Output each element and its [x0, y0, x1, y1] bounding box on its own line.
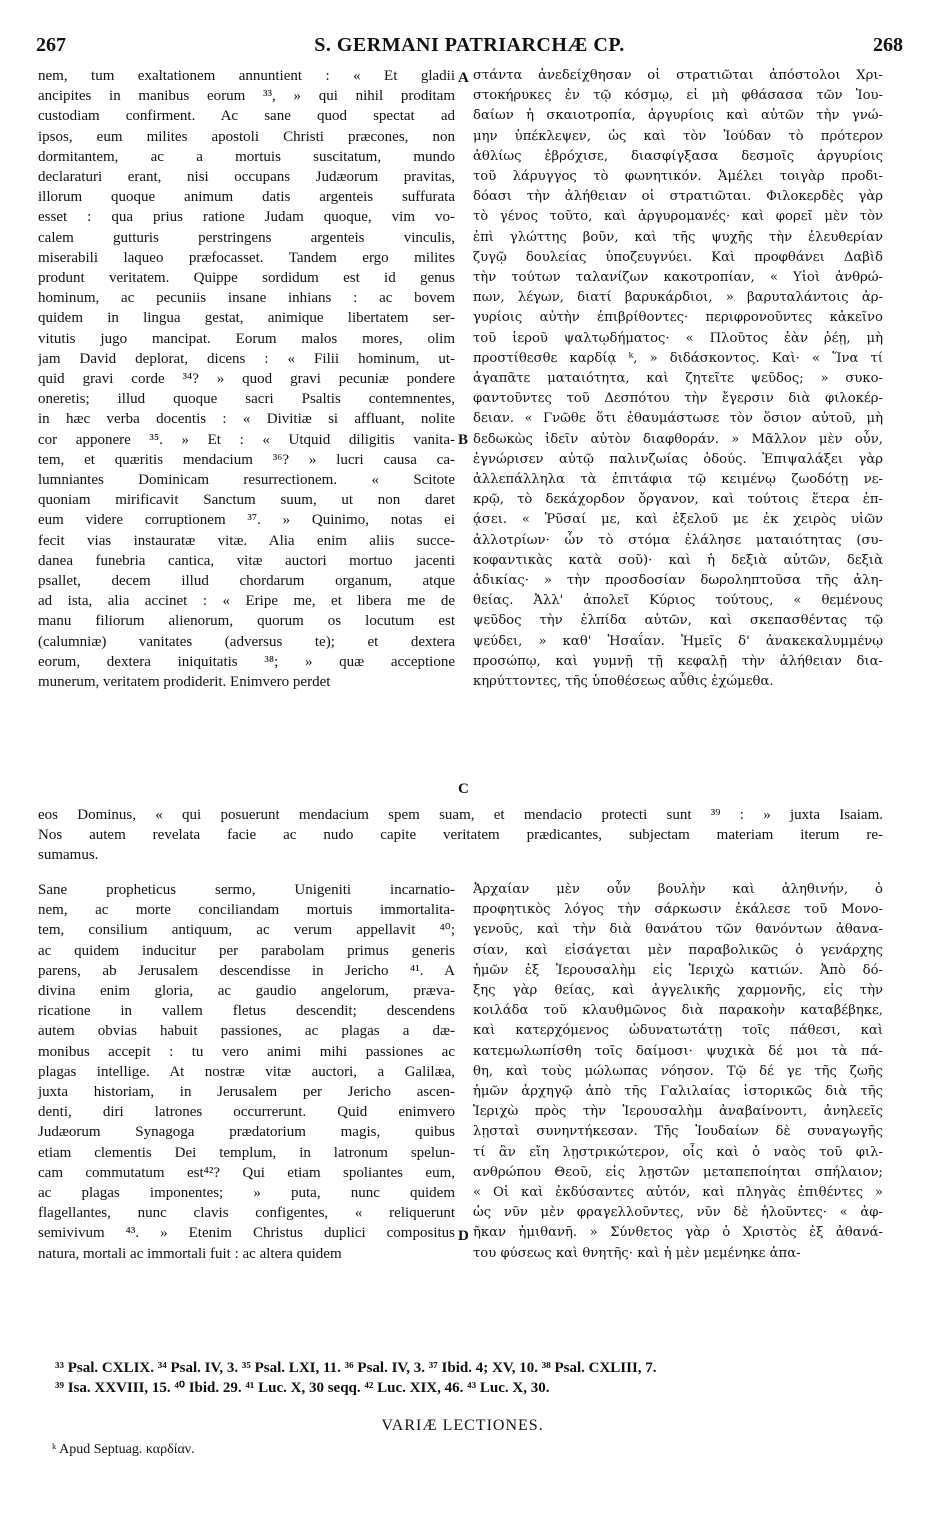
latin-column-bottom: [38, 880, 455, 1264]
margin-marker-b: B: [458, 432, 469, 448]
text-line: Judæorum Synagoga prædatorium magis, quibus: [38, 1124, 455, 1141]
text-line: ζυγῷ δουλείας ὑποζευγνύει. Καὶ προφθάνει Δαβὶδ: [473, 249, 883, 265]
margin-marker-c: C: [458, 781, 469, 797]
text-line: quoniam mirificavit Sanctum suum, ut non daret: [38, 492, 455, 509]
text-line: δόασι τὴν ἀλήθειαν οἱ στρατιῶται. Φιλοκερδὲς γὰρ: [473, 189, 883, 205]
text-line: cor apponere ³⁵. » Et : « Utquid diligitis vanita-: [38, 431, 455, 448]
text-line: θη, καὶ τοὺς μώλωπας νόησον. Τῷ δέ γε τῆς ζωῆς: [473, 1063, 883, 1079]
text-line: προφητικὸς λόγος τὴν σάρκωσιν ἐκάλεσε τοῦ Μονο-: [473, 902, 883, 918]
text-line: ἀδικίας· » τὴν προσδοσίαν δωροληπτοῦσα τῆς ἀλη-: [473, 573, 883, 589]
text-line: custodiam confirment. Ac sane quod spectat ad: [38, 108, 455, 125]
text-line: nem, ac morte conciliandam mortuis immortalita-: [38, 902, 455, 919]
text-line: ψεύδει, » καθ' Ἡσαΐαν. Ἡμεῖς δ' ἀνακεκαλυμμένῳ: [473, 633, 883, 649]
text-line: jam David deplorat, dicens : « Filii hominum, ut-: [38, 350, 455, 367]
text-line: hominum, ac pecuniis insane inhians : ac bovem: [38, 290, 455, 307]
text-line: divina enim gloria, ac gaudio angelorum, præva-: [38, 983, 455, 1000]
text-line: miserabili laqueo præfocasset. Tandem ergo milites: [38, 249, 455, 266]
text-line: καὶ κατερχόμενος ὠδυνατωτάτῃ τοῖς πάθεσι, καὶ: [473, 1023, 883, 1039]
text-line: γενοῦς, καὶ τὴν διὰ θανάτου τῶν θανόντων ἀθανα-: [473, 922, 883, 938]
text-line: προστίθεσθε καρδίᾳ ᵏ, » διδάσκοντος. Καὶ· « Ἵνα τί: [473, 350, 883, 366]
text-line: στοκήρυκες ἐν τῷ κόσμῳ, εἰ μὴ φθάσασα τῶν Ἰου-: [473, 88, 883, 104]
text-line: προσώπῳ, καὶ γυμνῇ τῇ κεφαλῇ τὴν ἀλήθειαν δια-: [473, 653, 883, 669]
text-line: φαντοῦντες τοῦ Δεσπότου τὴν ἔγερσιν διὰ φιλοκέρ-: [473, 391, 883, 407]
text-line: ξης γὰρ θείας, καὶ ἀγγελικῆς χαρμονῆς, εἰς τὴν: [473, 983, 883, 999]
text-line: manu filiorum alienorum, quorum os locutum est: [38, 613, 455, 630]
text-line: autem obvias habuit passiones, ac plagas a dæ-: [38, 1023, 455, 1040]
text-line: Nos autem revelata facie ac nudo capite veritatem prædicantes, subjectam materiam iterum re-: [38, 827, 883, 844]
text-line: κοφαντικὰς κατὰ σοῦ)· καὶ ἡ δεξιὰ αὐτῶν, δεξιὰ: [473, 552, 883, 568]
text-line: ἡμῶν ἀρχηγῷ ἀπὸ τῆς Γαλιλαίας ἱστορικῶς διὰ τῆς: [473, 1084, 883, 1100]
text-line: flagellantes, nunc clavis configentes, « reliquerunt: [38, 1205, 455, 1222]
text-line: quid gravi corde ³⁴? » quod gravi pecuniæ pondere: [38, 371, 455, 388]
text-line: ἀθλίως ἐβρόχισε, διασφίγξασα δεσμοῖς ἀργυρίοις: [473, 148, 883, 164]
text-line: vitutis jugo mancipat. Eorum malos mores, olim: [38, 330, 455, 347]
text-line: μην ὑπέκλεψεν, ὡς καὶ τὸν Ἰούδαν τὸ πρότερον: [473, 128, 883, 144]
text-line: ανθρώπου Θεοῦ, εἰς λῃστῶν μεταπεποίηται σπήλαιον;: [473, 1164, 883, 1180]
text-line: tem, et quæritis mendacium ³⁶? » lucri causa ca-: [38, 451, 455, 468]
greek-column-top: [473, 66, 883, 692]
text-line: ἀγαπᾶτε ματαιότητα, καὶ ζητεῖτε ψεῦδος; » συκο-: [473, 371, 883, 387]
variae-lectiones-heading: VARIÆ LECTIONES.: [381, 1417, 544, 1434]
text-line: produnt veritatem. Quippe sordidum est id genus: [38, 270, 455, 287]
text-line: (calumniæ) vanitates (adversus te); et dextera: [38, 633, 455, 650]
text-line: eos Dominus, « qui posuerunt mendacium spem suam, et mendacio protecti sunt ³⁹ : » juxta Isaiam.: [38, 807, 883, 823]
text-line: στάντα ἀνεδείχθησαν οἱ στρατιῶται ἀπόστολοι Χρι-: [473, 68, 883, 83]
text-line: juxta historiam, in Jerusalem per Jericho ascen-: [38, 1084, 455, 1101]
text-line: ac plagas imponentes; » puta, nunc quidem: [38, 1185, 455, 1202]
text-line: Ἱεριχὼ πρὸς τὴν Ἱερουσαλὴμ ἀναβαίνοντι, ἀνηλεεῖς: [473, 1104, 883, 1120]
text-line: tem, consilium antiquum, ac verum appellavit ⁴⁰;: [38, 922, 455, 939]
text-line: κηρύττοντες, τῆς ὑποθέσεως αὖθις ἐχώμεθα.: [473, 674, 774, 690]
text-line: plagas intellige. At nostræ vitæ auctori, a Galilæa,: [38, 1063, 455, 1080]
text-line: ³⁹ Isa. XXVIII, 15. ⁴⁰ Ibid. 29. ⁴¹ Luc. X, 30 seqq. ⁴² Luc. XIX, 46. ⁴³ Luc. X, 30.: [55, 1380, 550, 1396]
latin-full-width-passage: [38, 805, 883, 866]
text-line: nem, tum exaltationem annuntient : « Et gladii: [38, 68, 455, 84]
text-line: πων, λέγων, διατί βαρυκάρδιοι, » βαρυταλάντοις ἀρ-: [473, 290, 883, 306]
text-line: ricatione in vallem fletus descendit; descendens: [38, 1003, 455, 1020]
text-line: ᾴσει. « Ῥῦσαί με, καὶ ἐξελοῦ με ἐκ χειρὸς υἱῶν: [473, 512, 883, 528]
text-line: τί ἂν εἴη λῃστρικώτερον, οἷς καὶ ὁ ναὸς τοῦ φιλ-: [473, 1144, 883, 1160]
greek-column-bottom: [473, 880, 883, 1264]
variant-reading: ᵏ Apud Septuag. καρδίαν.: [52, 1442, 195, 1457]
text-line: calem gutturis perstringens argenteis vinculis,: [38, 229, 455, 246]
running-title: S. GERMANI PATRIARCHÆ CP.: [314, 34, 625, 56]
text-line: danea funebria cantica, vitæ auctori mortuo jacenti: [38, 552, 455, 569]
text-line: Sane propheticus sermo, Unigeniti incarnatio-: [38, 882, 455, 898]
latin-column-top: [38, 66, 455, 692]
text-line: ῆκαν ἡμιθανῆ. » Σύνθετος γὰρ ὁ Χριστὸς ἐξ ἀθανά-: [473, 1225, 883, 1241]
text-line: ἀλλεπάλληλα τὰ ἐπιτάφια τῷ κειμένῳ ζωοδότῃ νε-: [473, 472, 883, 488]
text-line: « Οἱ καὶ ἐκδύσαντες αὐτόν, καὶ πληγὰς ἐπιθέντες »: [473, 1185, 883, 1201]
text-line: ἡμῶν ἐξ Ἱερουσαλὴμ εἰς Ἱεριχὼ κατιών. Ἀπὸ δό-: [473, 962, 883, 978]
text-line: κρῷ, τὸ δεκάχορδον ὄργανον, καὶ τούτοις ἕτερα ἐπ-: [473, 492, 883, 508]
right-page-number: 268: [873, 34, 903, 56]
text-line: quidem in lingua gestat, animique libertatem ser-: [38, 310, 455, 327]
text-line: ³³ Psal. CXLIX. ³⁴ Psal. IV, 3. ³⁵ Psal. LXI, 11. ³⁶ Psal. IV, 3. ³⁷ Ibid. 4; XV, 10. ³⁸ Psal. CXLIII, 7.: [55, 1360, 657, 1376]
text-line: fecit vias instauratæ vitæ. Alia enim aliis succe-: [38, 532, 455, 549]
text-line: oneretis; illud quoque sacri Psaltis contemnentes,: [38, 391, 455, 408]
text-line: ad ista, alia accinet : « Eripe me, et libera me de: [38, 593, 455, 610]
text-line: illorum quoque animum datis argenteis suffurata: [38, 189, 455, 206]
text-line: declaraturi erant, nisi occupans Judæorum pravitas,: [38, 169, 455, 186]
text-line: parens, ab Jerusalem descendisse in Jericho ⁴¹. A: [38, 962, 455, 979]
text-line: denti, diri latrones occurrerunt. Quid enimvero: [38, 1104, 455, 1121]
text-line: ὡς νῦν μὲν φραγελλοῦντες, νῦν δὲ ἡλοῦντες· « ἀφ-: [473, 1205, 883, 1221]
text-line: cam commutatum est⁴²? Qui etiam spoliantes eum,: [38, 1164, 455, 1181]
text-line: etiam clementis Dei templum, in latronum spelun-: [38, 1144, 455, 1161]
text-line: lumniantes Dominicam resurrectionem. « Scitote: [38, 472, 455, 489]
text-line: τοῦ ἱεροῦ ψαλτῳδήματος· « Πλοῦτος ἐὰν ῥέῃ, μὴ: [473, 330, 883, 346]
text-line: δεδωκὼς ἰδεῖν αὐτὸν διαφθοράν. » Μᾶλλον μὲν οὖν,: [473, 431, 883, 447]
text-line: eum videre corruptionem ³⁷. » Quinimo, notas ei: [38, 512, 455, 529]
text-line: ἐγνώρισεν αὐτῷ παλινζωίας ὁδούς. Ἐπιψαλάξει γὰρ: [473, 451, 883, 467]
text-line: munerum, veritatem prodiderit. Enimvero perdet: [38, 674, 331, 691]
text-line: dormitantem, ac a mortuis suscitatum, mundo: [38, 148, 455, 165]
margin-marker-d: D: [458, 1228, 469, 1244]
text-line: κατεμωλωπίσθη τοῖς δαίμοσι· ψυχικὰ δέ μοι τὰ πά-: [473, 1043, 883, 1059]
text-line: λῃσταὶ συνηντήκεσαν. Τῆς Ἰουδαίων δὲ συναγωγῆς: [473, 1124, 883, 1140]
text-line: τὴν τούτων ταλανίζων κακοτροπίαν, « Υἱοὶ ἀνθρώ-: [473, 270, 883, 286]
text-line: ac quidem inducitur per parabolam primus generis: [38, 942, 455, 959]
text-line: τοῦ λάρυγγος τὸ φωνητικόν. Ἀμέλει τοιγὰρ προδι-: [473, 169, 883, 185]
text-line: του φύσεως καὶ θνητῆς· καὶ ἡ μὲν μεμένηκε ἀπα-: [473, 1245, 801, 1261]
text-line: σίαν, καὶ εἰσάγεται μὲν παραβολικῶς ὁ γενάρχης: [473, 942, 883, 958]
text-line: ἀλλοτρίων· ὧν τὸ στόμα ἐλάλησε ματαιότητας (συ-: [473, 532, 883, 548]
text-line: monibus accepit : tu vero animi mihi passiones ac: [38, 1043, 455, 1060]
text-line: θείας. Ἀλλ' ἀπολεῖ Κύριος τούτους, « θεμένους: [473, 593, 883, 609]
running-header: [36, 34, 903, 64]
text-line: δειαν. « Γνῶθε ὅτι ἐθαυμάστωσε τὸν ὅσιον αὐτοῦ, μὴ: [473, 411, 883, 427]
text-line: in hæc verba docentis : « Divitiæ si affluant, nolite: [38, 411, 455, 428]
left-page-number: 267: [36, 34, 66, 56]
text-line: eorum, dextera iniquitatis ³⁸; » quæ acceptione: [38, 653, 455, 670]
text-line: ἐπὶ γλώττης βοῦν, καὶ τῆς ψυχῆς τὴν ἐλευθερίαν: [473, 229, 883, 245]
text-line: ipsos, eum milites apostoli Christi præcones, non: [38, 128, 455, 145]
text-line: psallet, decem illud chordarum organum, atque: [38, 573, 455, 590]
text-line: semivivum ⁴³. » Etenim Christus duplici compositus: [38, 1225, 455, 1242]
text-line: ψεῦδος τὴν ἐλπίδα αὐτῶν, καὶ σκεπασθέντας τῷ: [473, 613, 883, 629]
text-line: δαίων ἡ σκαιοτροπία, ἀργυρίοις καὶ αὐτῶν τὴν γνώ-: [473, 108, 883, 124]
text-line: esset : qua prius ratione Judam quoque, vim vo-: [38, 209, 455, 226]
footnotes: [55, 1358, 885, 1398]
text-line: ancipites in manibus eorum ³³, » qui nihil proditam: [38, 88, 455, 105]
margin-marker-a: A: [458, 70, 469, 86]
text-line: natura, mortali ac immortali fuit : ac altera quidem: [38, 1245, 342, 1262]
text-line: sumamus.: [38, 847, 99, 864]
text-line: Ἀρχαίαν μὲν οὖν βουλὴν καὶ ἀληθινήν, ὁ: [473, 882, 883, 897]
text-line: κοιλάδα τοῦ κλαυθμῶνος διὰ παρακοὴν καταβέβηκε,: [473, 1003, 883, 1019]
text-line: γυρίοις αὐτὴν ἐπιβρίθοντες· περιφρονοῦντες κἀκεῖνο: [473, 310, 883, 326]
text-line: τὸ γένος τοῦτο, καὶ ἀργυρομανές· καὶ φορεῖ μὲν τὸν: [473, 209, 883, 225]
